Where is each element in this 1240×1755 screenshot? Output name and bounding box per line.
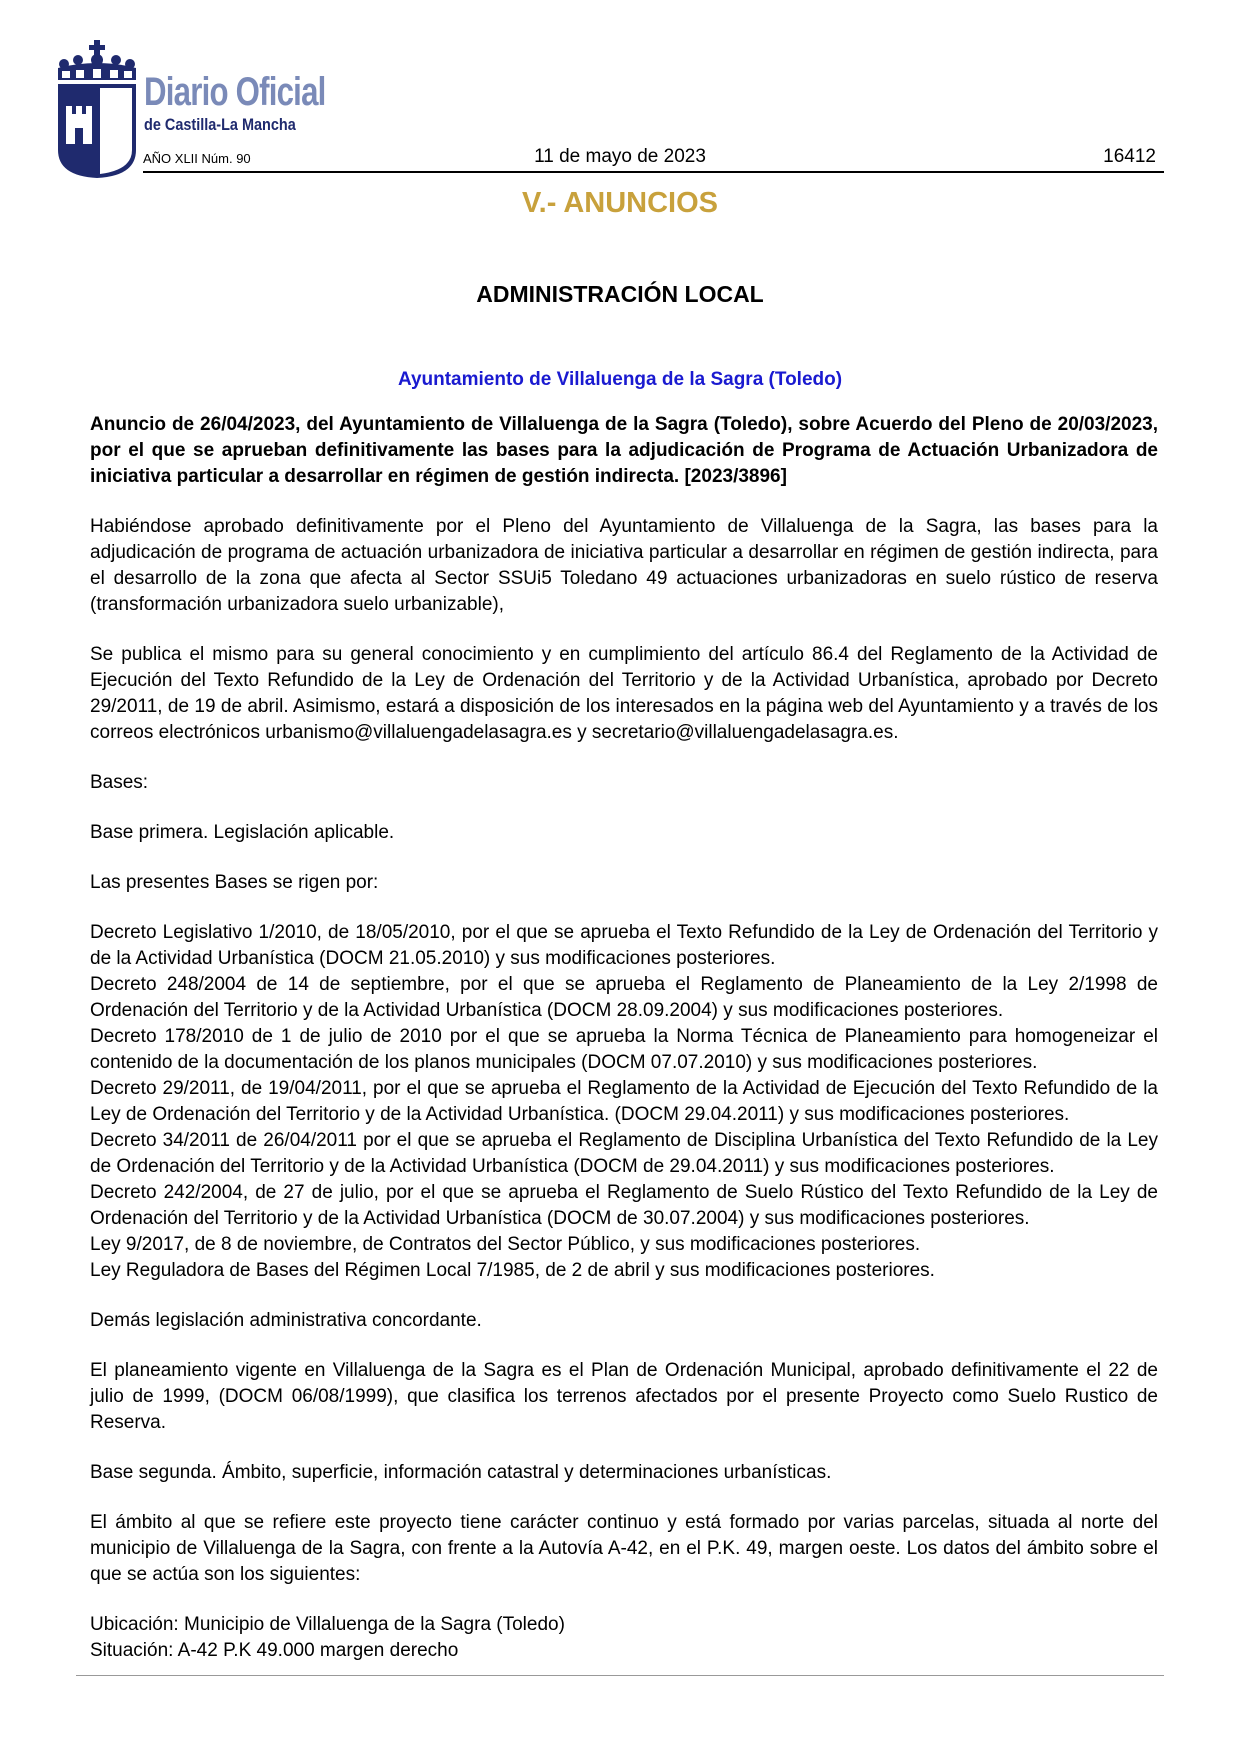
law-item: Decreto Legislativo 1/2010, de 18/05/2010, por el que se aprueba el Texto Refundido de la Ley de Ordenación del Territorio y de la Actividad Urbanística (DOCM 21.05.2010) y sus modificaciones posteriores.: [90, 922, 1158, 969]
law-list: [90, 920, 1158, 1284]
base-heading: Base segunda. Ámbito, superficie, información catastral y determinaciones urbanísticas.: [90, 1462, 832, 1483]
law-item: Ley 9/2017, de 8 de noviembre, de Contratos del Sector Público, y sus modificaciones posteriores.: [90, 1234, 921, 1255]
masthead: [144, 70, 326, 144]
base-heading: Base primera. Legislación aplicable.: [90, 822, 395, 843]
bases-label: Bases:: [90, 772, 149, 793]
publication-date: 11 de mayo de 2023: [534, 146, 706, 167]
law-item: Decreto 248/2004 de 14 de septiembre, por el que se aprueba el Reglamento de Planeamiento de la Ley 2/1998 de Ordenación del Territorio y de la Actividad Urbanística (DOCM 28.09.2004) y sus modificaciones posteriores.: [90, 974, 1158, 1021]
location-line: Ubicación: Municipio de Villaluenga de la Sagra (Toledo): [90, 1614, 565, 1635]
section-heading: V.- ANUNCIOS: [521, 187, 719, 219]
paragraph: Las presentes Bases se rigen por:: [90, 872, 379, 893]
announcement-title: Anuncio de 26/04/2023, del Ayuntamiento de Villaluenga de la Sagra (Toledo), sobre Acuerdo del Pleno de 20/03/2023, por el que se aprueban definitivamente las bases para la adjudicación de Programa de Actuación Urbanizadora de iniciativa particular a desarrollar en régimen de gestión indirecta. [2023/3896]: [90, 414, 1158, 487]
footer-rule: [76, 1675, 1164, 1676]
entity-heading: Ayuntamiento de Villaluenga de la Sagra (Toledo): [397, 369, 843, 390]
situation-line: Situación: A-42 P.K 49.000 margen derecho: [90, 1640, 459, 1661]
law-item: Decreto 242/2004, de 27 de julio, por el que se aprueba el Reglamento de Suelo Rústico del Texto Refundido de la Ley de Ordenación del Territorio y de la Actividad Urbanística (DOCM de 30.07.2004) y sus modificaciones posteriores.: [90, 1182, 1158, 1229]
paragraph: Se publica el mismo para su general conocimiento y en cumplimiento del artículo 86.4 del Reglamento de la Actividad de Ejecución del Texto Refundido de la Ley de Ordenación del Territorio y de la Actividad Urbanística, aprobado por Decreto 29/2011, de 19 de abril. Asimismo, estará a disposición de los interesados en la página web del Ayuntamiento y a través de los correos electrónicos urbanismo@villaluengadelasagra.es y secretario@villaluengadelasagra.es.: [90, 644, 1158, 743]
subsection-heading: ADMINISTRACIÓN LOCAL: [476, 281, 764, 307]
paragraph: El ámbito al que se refiere este proyecto tiene carácter continuo y está formado por varias parcelas, situada al norte del municipio de Villaluenga de la Sagra, con frente a la Autovía A-42, en el P.K. 49, margen oeste. Los datos del ámbito sobre el que se actúa son los siguientes:: [90, 1512, 1158, 1585]
header-rule: [143, 171, 1164, 173]
paragraph: Habiéndose aprobado definitivamente por el Pleno del Ayuntamiento de Villaluenga de la Sagra, las bases para la adjudicación de programa de actuación urbanizadora de iniciativa particular a desarrollar en régimen de gestión indirecta, para el desarrollo de la zona que afecta al Sector SSUi5 Toledano 49 actuaciones urbanizadoras en suelo rústico de reserva (transformación urbanizadora suelo urbanizable),: [90, 516, 1158, 615]
document-body: [90, 412, 1158, 1664]
paragraph: Demás legislación administrativa concordante.: [90, 1310, 482, 1331]
paragraph: El planeamiento vigente en Villaluenga de la Sagra es el Plan de Ordenación Municipal, aprobado definitivamente el 22 de julio de 1999, (DOCM 06/08/1999), que clasifica los terrenos afectados por el presente Proyecto como Suelo Rustico de Reserva.: [90, 1360, 1158, 1433]
issue-number: AÑO XLII Núm. 90: [143, 151, 251, 166]
law-item: Ley Reguladora de Bases del Régimen Local 7/1985, de 2 de abril y sus modificaciones posteriores.: [90, 1260, 935, 1281]
masthead-subtitle: de Castilla-La Mancha: [144, 115, 296, 134]
masthead-title: Diario Oficial: [144, 70, 326, 114]
law-item: Decreto 29/2011, de 19/04/2011, por el que se aprueba el Reglamento de la Actividad de Ejecución del Texto Refundido de la Ley de Ordenación del Territorio y de la Actividad Urbanística. (DOCM 29.04.2011) y sus modificaciones posteriores.: [90, 1078, 1158, 1125]
page-number: 16412: [1103, 146, 1156, 167]
law-item: Decreto 178/2010 de 1 de julio de 2010 por el que se aprueba la Norma Técnica de Planeamiento para homogeneizar el contenido de la documentación de los planos municipales (DOCM 07.07.2010) y sus modificaciones posteriores.: [90, 1026, 1158, 1073]
law-item: Decreto 34/2011 de 26/04/2011 por el que se aprueba el Reglamento de Disciplina Urbanística del Texto Refundido de la Ley de Ordenación del Territorio y de la Actividad Urbanística (DOCM de 29.04.2011) y sus modificaciones posteriores.: [90, 1130, 1158, 1177]
